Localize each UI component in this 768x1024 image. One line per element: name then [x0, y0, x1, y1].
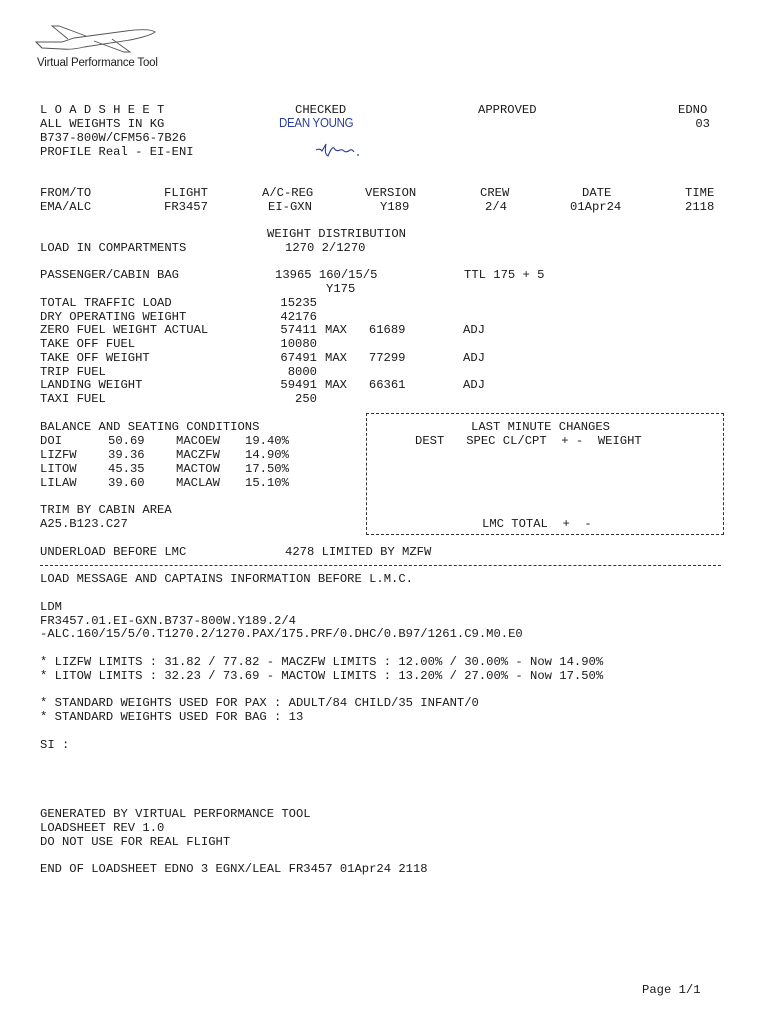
brand-name: Virtual Performance Tool: [37, 57, 158, 69]
weight-value-tow: 67491: [280, 351, 317, 365]
label-crew: CREW: [480, 186, 510, 200]
balance-key-doi: DOI: [40, 434, 62, 448]
section-divider: [40, 565, 721, 566]
lmc-title: LAST MINUTE CHANGES: [471, 420, 610, 434]
ldm-label: LDM: [40, 600, 62, 614]
value-time: 2118: [685, 200, 715, 214]
label-ac-reg: A/C-REG: [262, 186, 314, 200]
profile: PROFILE Real - EI-ENI: [40, 145, 194, 159]
balance-key-lilaw: LILAW: [40, 476, 77, 490]
label-flight: FLIGHT: [164, 186, 208, 200]
label-time: TIME: [685, 186, 715, 200]
weight-adj-tow: ADJ: [463, 351, 485, 365]
real-flight-warning: DO NOT USE FOR REAL FLIGHT: [40, 835, 231, 849]
message-title: LOAD MESSAGE AND CAPTAINS INFORMATION BEFORE L.M.C.: [40, 572, 413, 586]
underload-label: UNDERLOAD BEFORE LMC: [40, 545, 187, 559]
signature-mark: [314, 140, 360, 160]
lmc-columns: DEST SPEC CL/CPT + - WEIGHT: [415, 434, 642, 448]
value-flight: FR3457: [164, 200, 208, 214]
balance-value-lilaw: 39.60: [108, 476, 145, 490]
compartments-label: LOAD IN COMPARTMENTS: [40, 241, 187, 255]
end-of-loadsheet: END OF LOADSHEET EDNO 3 EGNX/LEAL FR3457 01Apr24 2118: [40, 862, 428, 876]
pax-label: PASSENGER/CABIN BAG: [40, 268, 179, 282]
value-from-to: EMA/ALC: [40, 200, 92, 214]
weight-value-trip-fuel: 8000: [287, 365, 317, 379]
pax-class: Y175: [326, 282, 356, 296]
weight-label-total-traffic: TOTAL TRAFFIC LOAD: [40, 296, 172, 310]
balance-key-mactow: MACTOW: [176, 462, 220, 476]
weight-max-tow: MAX 77299: [325, 351, 406, 365]
ldm-line-1: FR3457.01.EI-GXN.B737-800W.Y189.2/4: [40, 614, 296, 628]
pax-value: 13965 160/15/5: [275, 268, 378, 282]
ldm-line-2: -ALC.160/15/5/0.T1270.2/1270.PAX/175.PRF/0.DHC/0.B97/1261.C9.M0.E0: [40, 627, 523, 641]
si-label: SI :: [40, 738, 70, 752]
weight-value-zfw: 57411: [280, 323, 317, 337]
weight-adj-lw: ADJ: [463, 378, 485, 392]
limits-line-tow: * LITOW LIMITS : 32.23 / 73.69 - MACTOW LIMITS : 13.20% / 27.00% - Now 17.50%: [40, 669, 604, 683]
weight-adj-zfw: ADJ: [463, 323, 485, 337]
edno-value: 03: [695, 117, 710, 131]
standard-weights-pax: * STANDARD WEIGHTS USED FOR PAX : ADULT/84 CHILD/35 INFANT/0: [40, 696, 479, 710]
balance-key-maclaw: MACLAW: [176, 476, 220, 490]
weight-label-zfw: ZERO FUEL WEIGHT ACTUAL: [40, 323, 209, 337]
weight-label-taxi-fuel: TAXI FUEL: [40, 392, 106, 406]
balance-value-mactow: 17.50%: [245, 462, 289, 476]
edno-label: EDNO: [678, 103, 708, 117]
weight-max-zfw: MAX 61689: [325, 323, 406, 337]
aircraft-type: B737-800W/CFM56-7B26: [40, 131, 187, 145]
weight-label-dow: DRY OPERATING WEIGHT: [40, 310, 187, 324]
balance-title: BALANCE AND SEATING CONDITIONS: [40, 420, 260, 434]
value-crew: 2/4: [485, 200, 507, 214]
weight-value-taxi-fuel: 250: [295, 392, 317, 406]
balance-value-doi: 50.69: [108, 434, 145, 448]
generated-by: GENERATED BY VIRTUAL PERFORMANCE TOOL: [40, 807, 311, 821]
limits-line-zfw: * LIZFW LIMITS : 31.82 / 77.82 - MACZFW LIMITS : 12.00% / 30.00% - Now 14.90%: [40, 655, 604, 669]
weight-value-lw: 59491: [280, 378, 317, 392]
value-version: Y189: [380, 200, 410, 214]
weight-label-tof: TAKE OFF FUEL: [40, 337, 136, 351]
value-date: 01Apr24: [570, 200, 622, 214]
page-number: Page 1/1: [642, 983, 701, 997]
underload-value: 4278 LIMITED BY MZFW: [285, 545, 432, 559]
balance-key-macoew: MACOEW: [176, 434, 220, 448]
balance-value-maczfw: 14.90%: [245, 448, 289, 462]
loadsheet-title: L O A D S H E E T: [40, 103, 165, 117]
checked-label: CHECKED: [295, 103, 347, 117]
balance-key-maczfw: MACZFW: [176, 448, 220, 462]
label-from-to: FROM/TO: [40, 186, 92, 200]
weight-value-tof: 10080: [280, 337, 317, 351]
balance-value-macoew: 19.40%: [245, 434, 289, 448]
lmc-total: LMC TOTAL + -: [482, 517, 592, 531]
trim-value: A25.B123.C27: [40, 517, 128, 531]
label-version: VERSION: [365, 186, 417, 200]
approved-label: APPROVED: [478, 103, 537, 117]
weight-label-trip-fuel: TRIP FUEL: [40, 365, 106, 379]
weights-unit: ALL WEIGHTS IN KG: [40, 117, 165, 131]
weight-max-lw: MAX 66361: [325, 378, 406, 392]
loadsheet-revision: LOADSHEET REV 1.0: [40, 821, 165, 835]
value-ac-reg: EI-GXN: [268, 200, 312, 214]
label-date: DATE: [582, 186, 612, 200]
weight-value-dow: 42176: [280, 310, 317, 324]
trim-label: TRIM BY CABIN AREA: [40, 503, 172, 517]
balance-value-lizfw: 39.36: [108, 448, 145, 462]
airplane-outline-icon: [34, 22, 160, 56]
balance-key-lizfw: LIZFW: [40, 448, 77, 462]
checked-by-name: DEAN YOUNG: [279, 116, 354, 130]
weight-distribution-label: WEIGHT DISTRIBUTION: [267, 227, 406, 241]
pax-total: TTL 175 + 5: [464, 268, 545, 282]
compartments-value: 1270 2/1270: [285, 241, 366, 255]
standard-weights-bag: * STANDARD WEIGHTS USED FOR BAG : 13: [40, 710, 304, 724]
weight-label-tow: TAKE OFF WEIGHT: [40, 351, 150, 365]
weight-value-total-traffic: 15235: [280, 296, 317, 310]
weight-label-lw: LANDING WEIGHT: [40, 378, 143, 392]
balance-value-maclaw: 15.10%: [245, 476, 289, 490]
balance-value-litow: 45.35: [108, 462, 145, 476]
balance-key-litow: LITOW: [40, 462, 77, 476]
